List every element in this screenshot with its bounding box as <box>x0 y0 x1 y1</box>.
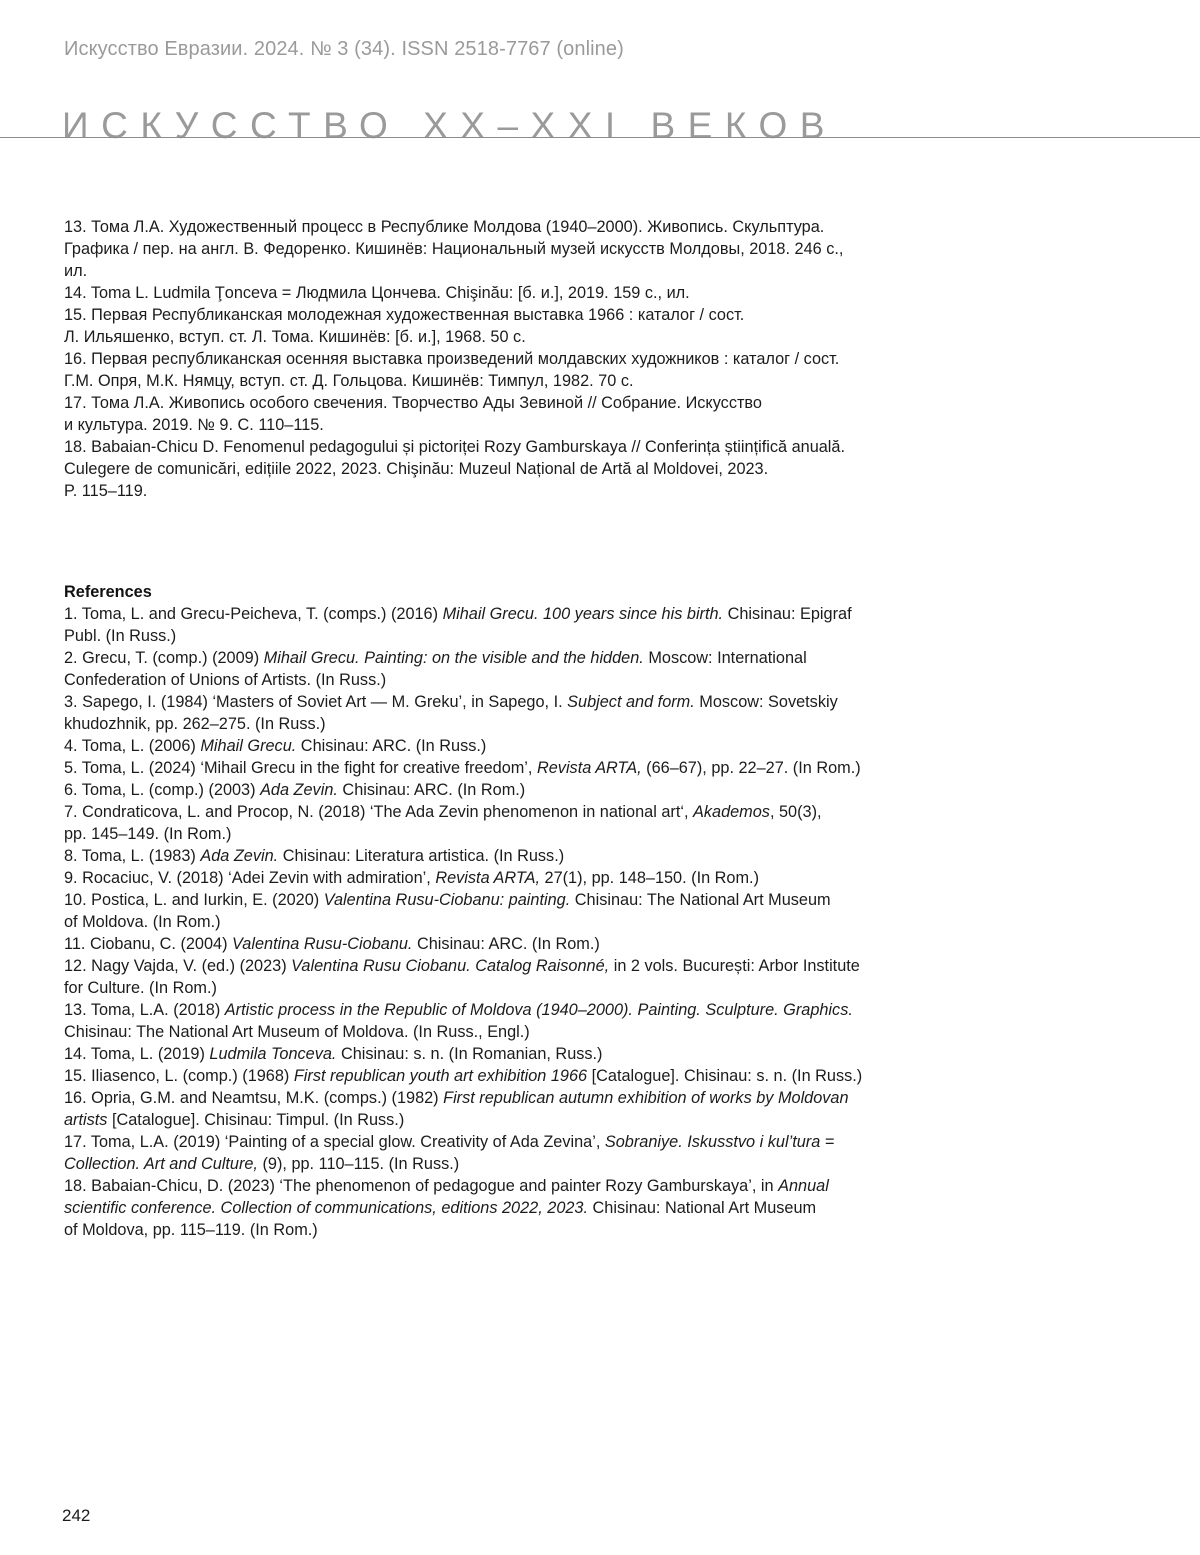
reference-text: 18. Babaian-Chicu D. Fenomenul pedagogului și pictoriței Rozy Gamburskaya // Conferința științifică anuală. <box>64 438 846 456</box>
reference-line <box>64 392 964 414</box>
reference-text: 16. Opria, G.M. and Neamtsu, M.K. (comps.) (1982) <box>64 1089 444 1107</box>
reference-text: of Moldova, pp. 115–119. (In Rom.) <box>64 1221 318 1239</box>
journal-citation: Искусство Евразии. 2024. № 3 (34). ISSN 2518-7767 (online) <box>64 38 624 60</box>
reference-text: 17. Тома Л.А. Живопись особого свечения. Творчество Ады Зевиной // Собрание. Искусство <box>64 394 762 412</box>
reference-title-italic: Revista ARTA, <box>536 759 642 777</box>
reference-line <box>64 1219 969 1241</box>
reference-text: P. 115–119. <box>64 482 148 500</box>
references-list <box>64 603 969 1241</box>
reference-text: Confederation of Unions of Artists. (In Russ.) <box>64 671 387 689</box>
reference-text: Culegere de comunicări, edițiile 2022, 2023. Chişinău: Muzeul Național de Artă al Moldovei, 2023. <box>64 460 769 478</box>
reference-line <box>64 458 964 480</box>
reference-text: Chisinau: Literatura artistica. (In Russ.) <box>278 847 565 865</box>
reference-text: Moscow: International <box>643 649 807 667</box>
reference-title-italic: Collection. Art and Culture, <box>64 1155 258 1173</box>
reference-text: Chisinau: National Art Museum <box>588 1199 817 1217</box>
reference-text: Moscow: Sovetskiy <box>694 693 838 711</box>
reference-line <box>64 889 969 911</box>
reference-text: Г.М. Опря, М.К. Нямцу, вступ. ст. Д. Гольцова. Кишинёв: Тимпул, 1982. 70 с. <box>64 372 634 390</box>
reference-line <box>64 1065 969 1087</box>
reference-text: ил. <box>64 262 88 280</box>
reference-title-italic: Revista ARTA, <box>435 869 540 887</box>
reference-text: 14. Toma L. Ludmila Ţonceva = Людмила Цончева. Chişinău: [б. и.], 2019. 159 с., ил. <box>64 284 690 302</box>
reference-title-italic: Annual <box>778 1177 829 1195</box>
reference-text: khudozhnik, pp. 262–275. (In Russ.) <box>64 715 326 733</box>
reference-line <box>64 326 964 348</box>
reference-text: 15. Первая Республиканская молодежная художественная выставка 1966 : каталог / сост. <box>64 306 745 324</box>
reference-title-italic: Ada Zevin. <box>200 847 279 865</box>
reference-text: 3. Sapego, I. (1984) ‘Masters of Soviet Art — M. Greku’, in Sapego, I. <box>64 693 568 711</box>
reference-line <box>64 436 964 458</box>
reference-text: Chisinau: ARC. (In Russ.) <box>296 737 487 755</box>
reference-title-italic: First republican autumn exhibition of works by Moldovan <box>443 1089 849 1107</box>
reference-text: for Culture. (In Rom.) <box>64 979 217 997</box>
reference-text: , 50(3), <box>769 803 822 821</box>
section-title: ИСКУССТВО XX–XXI ВЕКОВ <box>62 104 837 146</box>
reference-text: 7. Condraticova, L. and Procop, N. (2018) ‘The Ada Zevin phenomenon in national art‘, <box>64 803 694 821</box>
reference-line <box>64 282 964 304</box>
reference-text: и культура. 2019. № 9. С. 110–115. <box>64 416 324 434</box>
reference-title-italic: Sobraniye. Iskusstvo i kul’tura = <box>604 1133 835 1151</box>
reference-line <box>64 216 964 238</box>
reference-text: 15. Iliasenco, L. (comp.) (1968) <box>64 1067 294 1085</box>
reference-text: 9. Rocaciuc, V. (2018) ‘Adei Zevin with admiration’, <box>64 869 436 887</box>
reference-text: 16. Первая республиканская осенняя выставка произведений молдавских художников : каталог / сост. <box>64 350 840 368</box>
reference-line <box>64 625 969 647</box>
reference-line <box>64 260 964 282</box>
reference-line <box>64 1109 969 1131</box>
reference-line <box>64 480 964 502</box>
reference-title-italic: Mihail Grecu. 100 years since his birth. <box>442 605 724 623</box>
reference-text: Chisinau: The National Art Museum <box>570 891 831 909</box>
reference-text: 13. Toma, L.A. (2018) <box>64 1001 225 1019</box>
reference-line <box>64 669 969 691</box>
reference-line <box>64 1021 969 1043</box>
reference-text: (9), pp. 110–115. (In Russ.) <box>257 1155 460 1173</box>
reference-text: 2. Grecu, T. (comp.) (2009) <box>64 649 264 667</box>
reference-text: Chisinau: ARC. (In Rom.) <box>412 935 600 953</box>
reference-text: Chisinau: ARC. (In Rom.) <box>337 781 526 799</box>
russian-references-list <box>64 216 964 502</box>
reference-line <box>64 977 969 999</box>
reference-text: Chisinau: s. n. (In Romanian, Russ.) <box>336 1045 603 1063</box>
reference-line <box>64 238 964 260</box>
reference-line <box>64 1197 969 1219</box>
reference-title-italic: Mihail Grecu. Painting: on the visible and the hidden. <box>263 649 644 667</box>
reference-line <box>64 1087 969 1109</box>
reference-text: 17. Toma, L.A. (2019) ‘Painting of a special glow. Creativity of Ada Zevina’, <box>64 1133 605 1151</box>
reference-text: [Catalogue]. Chisinau: s. n. (In Russ.) <box>587 1067 863 1085</box>
reference-line <box>64 1175 969 1197</box>
reference-text: 4. Toma, L. (2006) <box>64 737 201 755</box>
reference-line <box>64 1043 969 1065</box>
reference-text: 18. Babaian-Chicu, D. (2023) ‘The phenomenon of pedagogue and painter Rozy Gamburskaya’, in <box>64 1177 779 1195</box>
reference-text: of Moldova. (In Rom.) <box>64 913 221 931</box>
reference-title-italic: Subject and form. <box>567 693 695 711</box>
reference-text: in 2 vols. București: Arbor Institute <box>609 957 860 975</box>
reference-text: pp. 145–149. (In Rom.) <box>64 825 232 843</box>
reference-text: Графика / пер. на англ. В. Федоренко. Кишинёв: Национальный музей искусств Молдовы, 2018. 246 с., <box>64 240 844 258</box>
reference-text: Chisinau: Epigraf <box>723 605 852 623</box>
reference-text: 11. Ciobanu, C. (2004) <box>64 935 233 953</box>
reference-line <box>64 1153 969 1175</box>
reference-text: 5. Toma, L. (2024) ‘Mihail Grecu in the fight for creative freedom’, <box>64 759 537 777</box>
reference-title-italic: Ada Zevin. <box>260 781 338 799</box>
reference-line <box>64 779 969 801</box>
reference-text: 6. Toma, L. (comp.) (2003) <box>64 781 261 799</box>
reference-line <box>64 867 969 889</box>
reference-text: 12. Nagy Vajda, V. (ed.) (2023) <box>64 957 292 975</box>
reference-line <box>64 845 969 867</box>
reference-text: Л. Ильяшенко, вступ. ст. Л. Тома. Кишинёв: [б. и.], 1968. 50 с. <box>64 328 526 346</box>
reference-line <box>64 911 969 933</box>
reference-title-italic: Mihail Grecu. <box>200 737 297 755</box>
reference-line <box>64 1131 969 1153</box>
page-number: 242 <box>62 1506 91 1525</box>
reference-title-italic: Valentina Rusu-Ciobanu: painting. <box>323 891 571 909</box>
reference-line <box>64 414 964 436</box>
reference-line <box>64 348 964 370</box>
reference-line <box>64 647 969 669</box>
reference-line <box>64 999 969 1021</box>
reference-line <box>64 735 969 757</box>
reference-title-italic: First republican youth art exhibition 1966 <box>293 1067 588 1085</box>
reference-title-italic: Akademos <box>693 803 770 821</box>
reference-line <box>64 603 969 625</box>
reference-title-italic: scientific conference. Collection of communications, editions 2022, 2023. <box>64 1199 589 1217</box>
reference-text: Publ. (In Russ.) <box>64 627 177 645</box>
references-heading: References <box>64 583 152 601</box>
reference-line <box>64 955 969 977</box>
reference-line <box>64 713 969 735</box>
reference-title-italic: artists <box>64 1111 108 1129</box>
reference-line <box>64 823 969 845</box>
reference-line <box>64 370 964 392</box>
reference-title-italic: Valentina Rusu Ciobanu. Catalog Raisonné, <box>291 957 610 975</box>
reference-text: Chisinau: The National Art Museum of Moldova. (In Russ., Engl.) <box>64 1023 530 1041</box>
references-section <box>64 581 969 1241</box>
header-divider <box>0 137 1200 138</box>
reference-line <box>64 691 969 713</box>
reference-title-italic: Artistic process in the Republic of Moldova (1940–2000). Painting. Sculpture. Graphics. <box>224 1001 853 1019</box>
reference-text: 1. Toma, L. and Grecu-Peicheva, T. (comps.) (2016) <box>64 605 443 623</box>
reference-text: 13. Тома Л.А. Художественный процесс в Республике Молдова (1940–2000). Живопись. Скульптура. <box>64 218 825 236</box>
reference-text: 8. Toma, L. (1983) <box>64 847 201 865</box>
reference-line <box>64 304 964 326</box>
reference-text: 27(1), pp. 148–150. (In Rom.) <box>539 869 759 887</box>
reference-line <box>64 801 969 823</box>
reference-line <box>64 757 969 779</box>
reference-text: 10. Postica, L. and Iurkin, E. (2020) <box>64 891 324 909</box>
reference-text: (66–67), pp. 22–27. (In Rom.) <box>641 759 861 777</box>
reference-text: [Catalogue]. Chisinau: Timpul. (In Russ.) <box>107 1111 405 1129</box>
reference-line <box>64 933 969 955</box>
reference-title-italic: Ludmila Tonceva. <box>209 1045 337 1063</box>
reference-title-italic: Valentina Rusu-Ciobanu. <box>232 935 413 953</box>
reference-text: 14. Toma, L. (2019) <box>64 1045 210 1063</box>
